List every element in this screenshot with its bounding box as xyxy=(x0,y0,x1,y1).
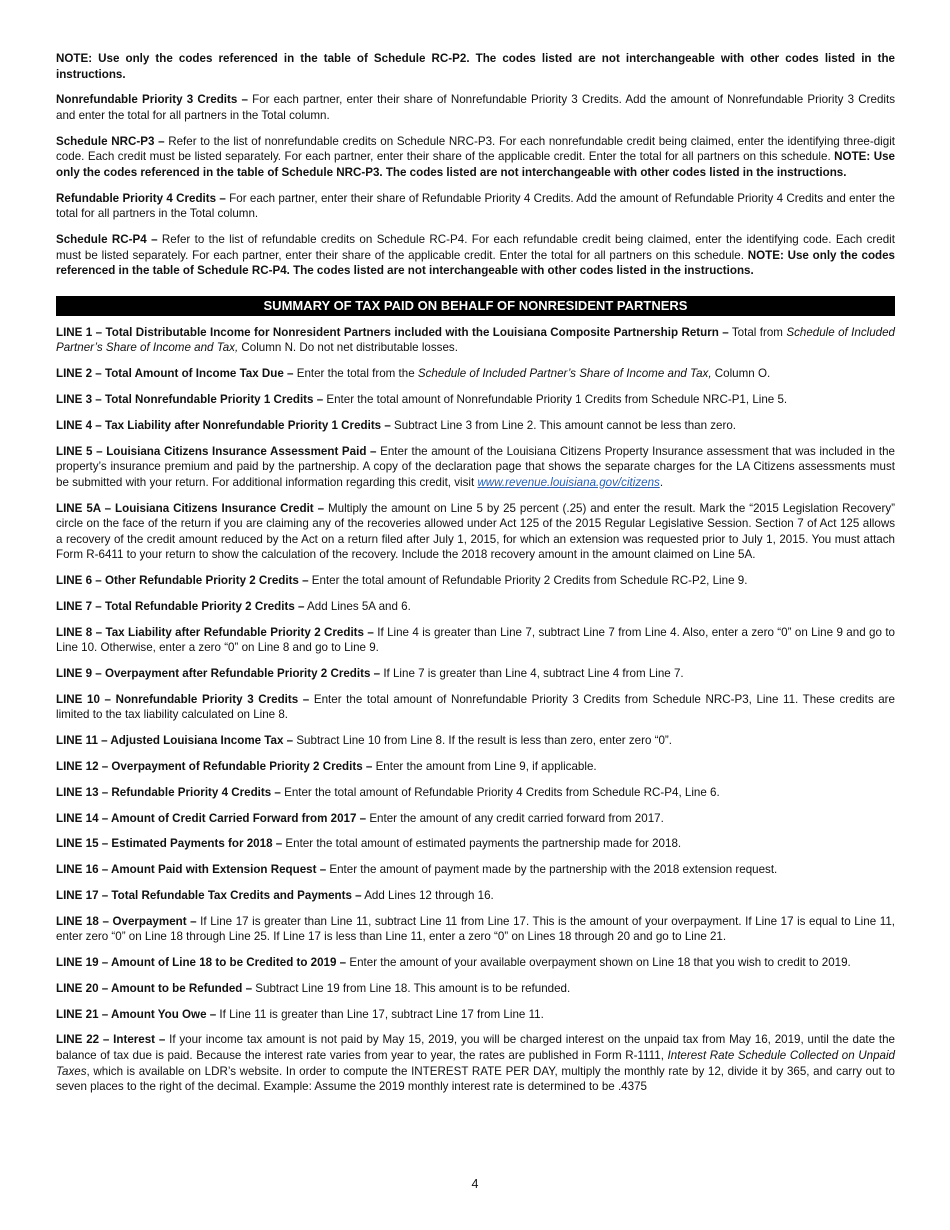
schedule-nrc-p3-paragraph: Schedule NRC-P3 – Refer to the list of nonrefundable credits on Schedule NRC-P3. For each nonrefundable credit being claimed, enter the identifying three-digit code. Each credit must be listed separately. For each partner, enter their share of the applicable credit. Enter the total for all partners on this schedule. NOTE: Use only the codes referenced in the table of Schedule NRC-P3. The codes listed are not interchangeable with other codes listed in the instructions. xyxy=(56,134,895,179)
line-6: LINE 6 – Other Refundable Priority 2 Credits – Enter the total amount of Refundable Priority 2 Credits from Schedule RC-P2, Line 9. xyxy=(56,574,748,588)
page-number: 4 xyxy=(471,1177,479,1191)
line-14: LINE 14 – Amount of Credit Carried Forward from 2017 – Enter the amount of any credit carried forward from 2017. xyxy=(56,811,664,825)
p3-credits-title: Nonrefundable Priority 3 Credits – xyxy=(56,93,248,107)
line-4: LINE 4 – Tax Liability after Nonrefundable Priority 1 Credits – Subtract Line 3 from Line 2. This amount cannot be less than zero. xyxy=(56,418,737,432)
p4-credits-paragraph: Refundable Priority 4 Credits – For each partner, enter their share of Refundable Priority 4 Credits. Add the amount of Refundable Priority 4 Credits and enter the total for all partners in the Total column. xyxy=(56,191,895,221)
citizens-link[interactable]: www.revenue.louisiana.gov/citizens xyxy=(477,475,660,489)
instructions-page xyxy=(56,51,895,1105)
section-banner: SUMMARY OF TAX PAID ON BEHALF OF NONRESIDENT PARTNERS xyxy=(56,296,895,316)
line-20: LINE 20 – Amount to be Refunded – Subtract Line 19 from Line 18. This amount is to be refunded. xyxy=(56,981,571,995)
schedule-rc-p4-title: Schedule RC-P4 – xyxy=(56,233,158,247)
line-2: LINE 2 – Total Amount of Income Tax Due – Enter the total from the Schedule of Included Partner’s Share of Income and Tax, Column O. xyxy=(56,367,771,381)
line-9: LINE 9 – Overpayment after Refundable Priority 2 Credits – If Line 7 is greater than Line 4, subtract Line 4 from Line 7. xyxy=(56,667,684,681)
line-10: LINE 10 – Nonrefundable Priority 3 Credits – Enter the total amount of Nonrefundable Priority 3 Credits from Schedule NRC-P3, Line 11. These credits are limited to the tax liability calculated on Line 8. xyxy=(56,692,895,722)
line-21: LINE 21 – Amount You Owe – If Line 11 is greater than Line 17, subtract Line 17 from Line 11. xyxy=(56,1007,544,1021)
p3-credits-paragraph: Nonrefundable Priority 3 Credits – For each partner, enter their share of Nonrefundable Priority 3 Credits. Add the amount of Nonrefundable Priority 3 Credits and enter the total for all partners in the Total column. xyxy=(56,93,895,122)
line-3: LINE 3 – Total Nonrefundable Priority 1 Credits – Enter the total amount of Nonrefundable Priority 1 Credits from Schedule NRC-P1, Line 5. xyxy=(56,393,788,407)
line-1: LINE 1 – Total Distributable Income for Nonresident Partners included with the Louisiana Composite Partnership Return – Total from Schedule of Included Partner’s Share of Income and Tax, Column N. Do not net distributable losses. xyxy=(56,325,895,355)
line-22: LINE 22 – Interest – If your income tax amount is not paid by May 15, 2019, you will be charged interest on the unpaid tax from May 16, 2019, until the date the balance of tax due is paid. Because the interest rate varies from year to year, the rates are published in Form R-1111, Interest Rate Schedule Collected on Unpaid Taxes, which is available on LDR’s website. In order to compute the INTEREST RATE PER DAY, multiply the monthly rate by 12, divide it by 365, and carry out to seven places to the right of the decimal. Example: Assume the 2019 monthly interest rate is determined to be .4375 xyxy=(56,1033,895,1094)
line-8: LINE 8 – Tax Liability after Refundable Priority 2 Credits – If Line 4 is greater than Line 7, subtract Line 7 from Line 4. Also, enter a zero “0” on Line 9 and go to Line 10. Otherwise, enter a zero “0” on Line 8 and go to Line 9. xyxy=(56,625,896,655)
schedule-nrc-p3-title: Schedule NRC-P3 – xyxy=(56,134,165,148)
line-18: LINE 18 – Overpayment – If Line 17 is greater than Line 11, subtract Line 11 from Line 17. This is the amount of your overpayment. If Line 17 is equal to Line 11, enter zero “0” on Line 18 through Line 25. If Line 17 is less than Line 11, enter a zero “0” on Lines 18 through 20 and go to Line 21. xyxy=(56,914,895,944)
line-11: LINE 11 – Adjusted Louisiana Income Tax – Subtract Line 10 from Line 8. If the result is less than zero, enter zero “0”. xyxy=(56,734,673,748)
line-5a: LINE 5A – Louisiana Citizens Insurance Credit – Multiply the amount on Line 5 by 25 percent (.25) and enter the result. Mark the “2015 Legislation Recovery” circle on the face of the return if you are claiming any of the recoveries allowed under Act 125 of the 2015 Regular Legislative Session. Section 7 of Act 125 allows a recovery of the credit amount reduced by the Act on a return filed after July 1, 2015, for which an extension was requested prior to July 1, 2015. You must attach Form R-6411 to your return to show the calculation of the recovery. Include the 2018 recovery amount in the amount claimed on Line 5A. xyxy=(56,501,895,562)
line-7: LINE 7 – Total Refundable Priority 2 Credits – Add Lines 5A and 6. xyxy=(56,599,411,613)
note-nrc-p3: NOTE: Use only the codes referenced in the table of Schedule NRC-P3. The codes listed are not interchangeable with other codes listed in the instructions. xyxy=(56,150,895,179)
line-13: LINE 13 – Refundable Priority 4 Credits – Enter the total amount of Refundable Priority 4 Credits from Schedule RC-P4, Line 6. xyxy=(56,785,720,799)
line-5: LINE 5 – Louisiana Citizens Insurance Assessment Paid – Enter the amount of the Louisiana Citizens Property Insurance assessment that was included in the property’s insurance premium and paid by the partnership. A copy of the declaration page that shows the separate charges for the LA Citizens assessments must be submitted with your return. For additional information regarding this credit, visit www.revenue.louisiana.gov/citizens. xyxy=(56,444,895,489)
line-16: LINE 16 – Amount Paid with Extension Request – Enter the amount of payment made by the partnership with the 2018 extension request. xyxy=(56,863,778,877)
line-12: LINE 12 – Overpayment of Refundable Priority 2 Credits – Enter the amount from Line 9, if applicable. xyxy=(56,760,597,773)
line-15: LINE 15 – Estimated Payments for 2018 – Enter the total amount of estimated payments the partnership made for 2018. xyxy=(56,837,682,851)
schedule-rc-p4-paragraph: Schedule RC-P4 – Refer to the list of refundable credits on Schedule RC-P4. For each refundable credit being claimed, enter the identifying code. Each credit must be listed separately. For each partner, enter their share of the applicable credit. Enter the total for all partners on this schedule. NOTE: Use only the codes referenced in the table of Schedule RC-P4. The codes listed are not interchangeable with other codes listed in the instructions. xyxy=(56,233,896,278)
p4-credits-title: Refundable Priority 4 Credits – xyxy=(56,191,226,205)
note-rc-p4: NOTE: Use only the codes referenced in the table of Schedule RC-P4. The codes listed are not interchangeable with other codes listed in the instructions. xyxy=(56,248,896,278)
note-rc-p2: NOTE: Use only the codes referenced in the table of Schedule RC-P2. The codes listed are not interchangeable with other codes listed in the instructions. xyxy=(56,52,895,81)
line-19: LINE 19 – Amount of Line 18 to be Credited to 2019 – Enter the amount of your available overpayment shown on Line 18 that you wish to credit to 2019. xyxy=(56,956,851,970)
line-17: LINE 17 – Total Refundable Tax Credits and Payments – Add Lines 12 through 16. xyxy=(56,888,494,902)
